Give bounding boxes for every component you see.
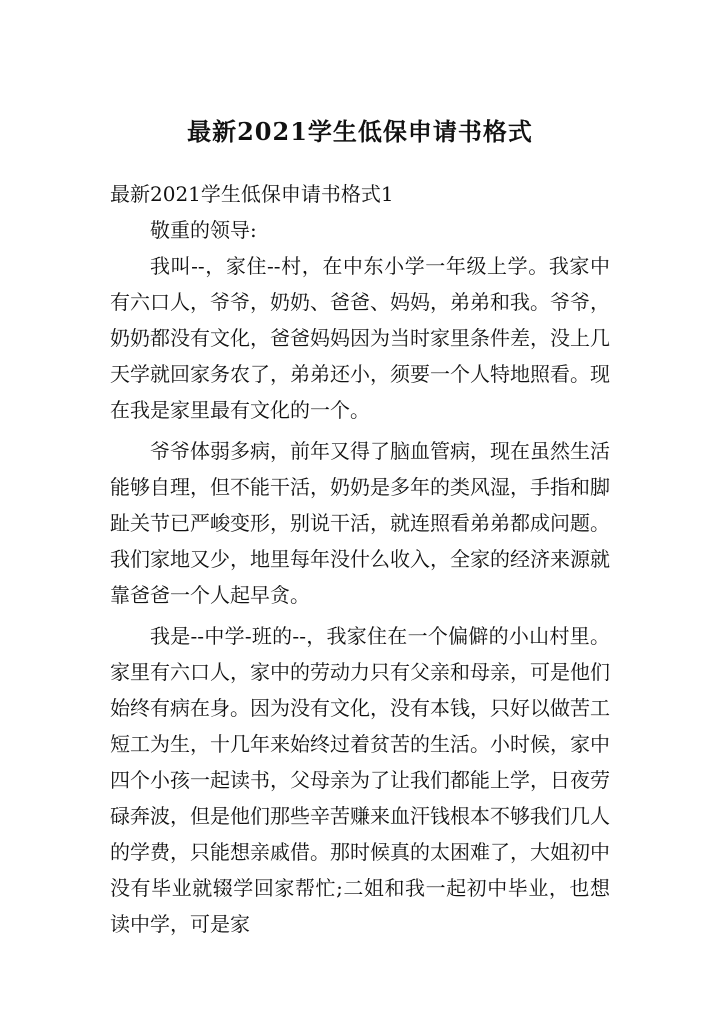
paragraph-3: 我是--中学-班的--，我家住在一个偏僻的小山村里。家里有六口人，家中的劳动力只有父亲和母亲，可是他们始终有病在身。因为没有文化，没有本钱，只好以做苦工短工为生，十几年来始终过着贫苦的生活。小时候，家中四个小孩一起读书，父母亲为了让我们都能上学，日夜劳碌奔波，但是他们那些辛苦赚来血汗钱根本不够我们几人的学费，只能想亲戚借。那时候真的太困难了，大姐初中没有毕业就辍学回家帮忙;二姐和我一起初中毕业，也想读中学，可是家 — [110, 624, 610, 936]
document-subtitle: 最新2021学生低保申请书格式1 — [110, 182, 394, 206]
document-body — [110, 176, 610, 947]
paragraph-1: 我叫--，家住--村，在中东小学一年级上学。我家中有六口人，爷爷，奶奶、爸爸、妈妈，弟弟和我。爷爷，奶奶都没有文化，爸爸妈妈因为当时家里条件差，没上几天学就回家务农了，弟弟还小，须要一个人特地照看。现在我是家里最有文化的一个。 — [110, 254, 610, 422]
paragraph-2: 爷爷体弱多病，前年又得了脑血管病，现在虽然生活能够自理，但不能干活，奶奶是多年的类风湿，手指和脚趾关节已严峻变形，别说干活，就连照看弟弟都成问题。我们家地又少，地里每年没什么收入，全家的经济来源就靠爸爸一个人起早贪。 — [110, 439, 610, 607]
salutation: 敬重的领导: — [150, 218, 257, 242]
document-title: 最新2021学生低保申请书格式 — [187, 117, 533, 146]
